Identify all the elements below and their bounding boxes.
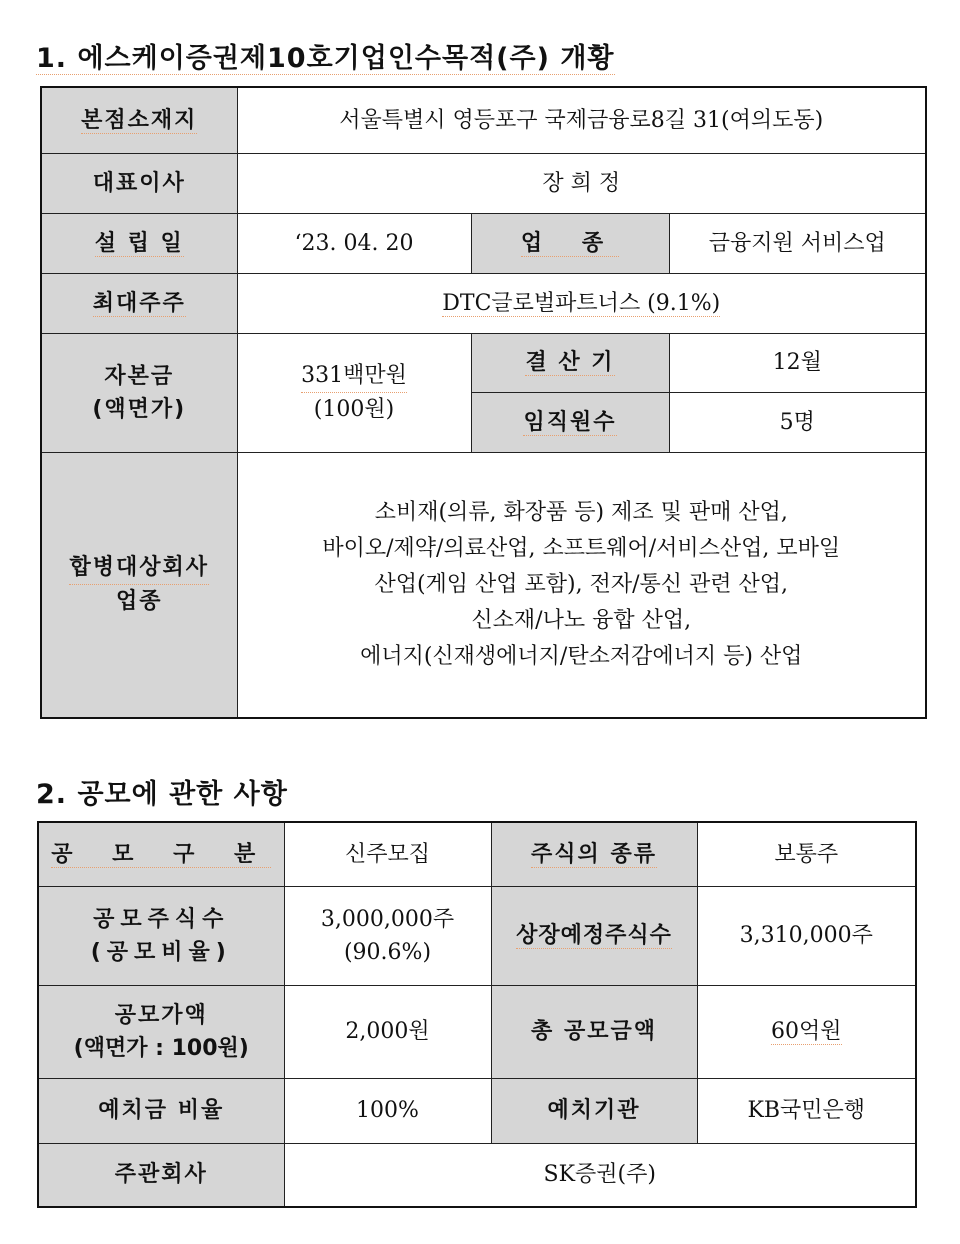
largest-shareholder-value: DTC글로벌파트너스 (9.1%) xyxy=(237,273,926,333)
offer-price-value: 2,000원 xyxy=(284,985,491,1078)
employees-value: 5명 xyxy=(669,392,926,452)
industry-label: 업 종 xyxy=(471,213,669,273)
merger-line: 소비재(의류, 화장품 등) 제조 및 판매 산업, xyxy=(374,499,788,525)
total-amount-value: 60억원 xyxy=(697,985,916,1078)
escrow-agency-value: KB국민은행 xyxy=(697,1078,916,1143)
row-capital-settlement xyxy=(41,333,926,392)
capital-label: 자본금 (액면가) xyxy=(41,333,237,452)
offer-type-value: 신주모집 xyxy=(284,822,491,886)
escrow-agency-label: 예치기관 xyxy=(491,1078,697,1143)
offer-shares-value: 3,000,000주 (90.6%) xyxy=(284,886,491,985)
offer-price-label: 공모가액 (액면가 : 100원) xyxy=(38,985,284,1078)
share-type-label: 주식의 종류 xyxy=(491,822,697,886)
underwriter-label: 주관회사 xyxy=(38,1143,284,1207)
row-escrow xyxy=(38,1078,916,1143)
row-head-office xyxy=(41,87,926,153)
listed-shares-label: 상장예정주식수 xyxy=(491,886,697,985)
escrow-ratio-label: 예치금 비율 xyxy=(38,1078,284,1143)
section1-title xyxy=(36,36,615,75)
total-amount-label: 총 공모금액 xyxy=(491,985,697,1078)
head-office-label: 본점소재지 xyxy=(41,87,237,153)
founded-value: ‘23. 04. 20 xyxy=(237,213,471,273)
largest-shareholder-label: 최대주주 xyxy=(41,273,237,333)
ceo-value: 장 희 정 xyxy=(237,153,926,213)
row-largest-shareholder xyxy=(41,273,926,333)
merger-line: 신소재/나노 융합 산업, xyxy=(471,607,692,633)
section1-title-text: 1. 에스케이증권제10호기업인수목적(주) 개황 xyxy=(36,43,615,74)
offer-shares-label: 공모주식수 (공모비율) xyxy=(38,886,284,985)
settlement-label: 결 산 기 xyxy=(471,333,669,392)
row-underwriter xyxy=(38,1143,916,1207)
merger-line: 에너지(신재생에너지/탄소저감에너지 등) 산업 xyxy=(360,643,803,669)
row-offer-shares xyxy=(38,886,916,985)
share-type-value: 보통주 xyxy=(697,822,916,886)
section2-title xyxy=(36,772,288,811)
employees-label: 임직원수 xyxy=(471,392,669,452)
founded-label: 설 립 일 xyxy=(41,213,237,273)
row-offer-price xyxy=(38,985,916,1078)
company-overview-table xyxy=(40,86,927,719)
merger-industry-list xyxy=(237,452,926,718)
capital-value: 331백만원 (100원) xyxy=(237,333,471,452)
section2-title-text: 2. 공모에 관한 사항 xyxy=(36,779,288,810)
settlement-value: 12월 xyxy=(669,333,926,392)
row-merger-industry xyxy=(41,452,926,718)
merger-line: 바이오/제약/의료산업, 소프트웨어/서비스산업, 모바일 xyxy=(322,535,841,561)
merger-line: 산업(게임 산업 포함), 전자/통신 관련 산업, xyxy=(374,571,789,597)
ceo-label: 대표이사 xyxy=(41,153,237,213)
industry-value: 금융지원 서비스업 xyxy=(669,213,926,273)
offer-type-label: 공 모 구 분 xyxy=(38,822,284,886)
escrow-ratio-value: 100% xyxy=(284,1078,491,1143)
underwriter-value: SK증권(주) xyxy=(284,1143,916,1207)
row-founded xyxy=(41,213,926,273)
listed-shares-value: 3,310,000주 xyxy=(697,886,916,985)
merger-industry-label: 합병대상회사 업종 xyxy=(41,452,237,718)
row-ceo xyxy=(41,153,926,213)
offering-table xyxy=(37,821,917,1208)
head-office-value: 서울특별시 영등포구 국제금융로8길 31(여의도동) xyxy=(237,87,926,153)
row-offer-type xyxy=(38,822,916,886)
